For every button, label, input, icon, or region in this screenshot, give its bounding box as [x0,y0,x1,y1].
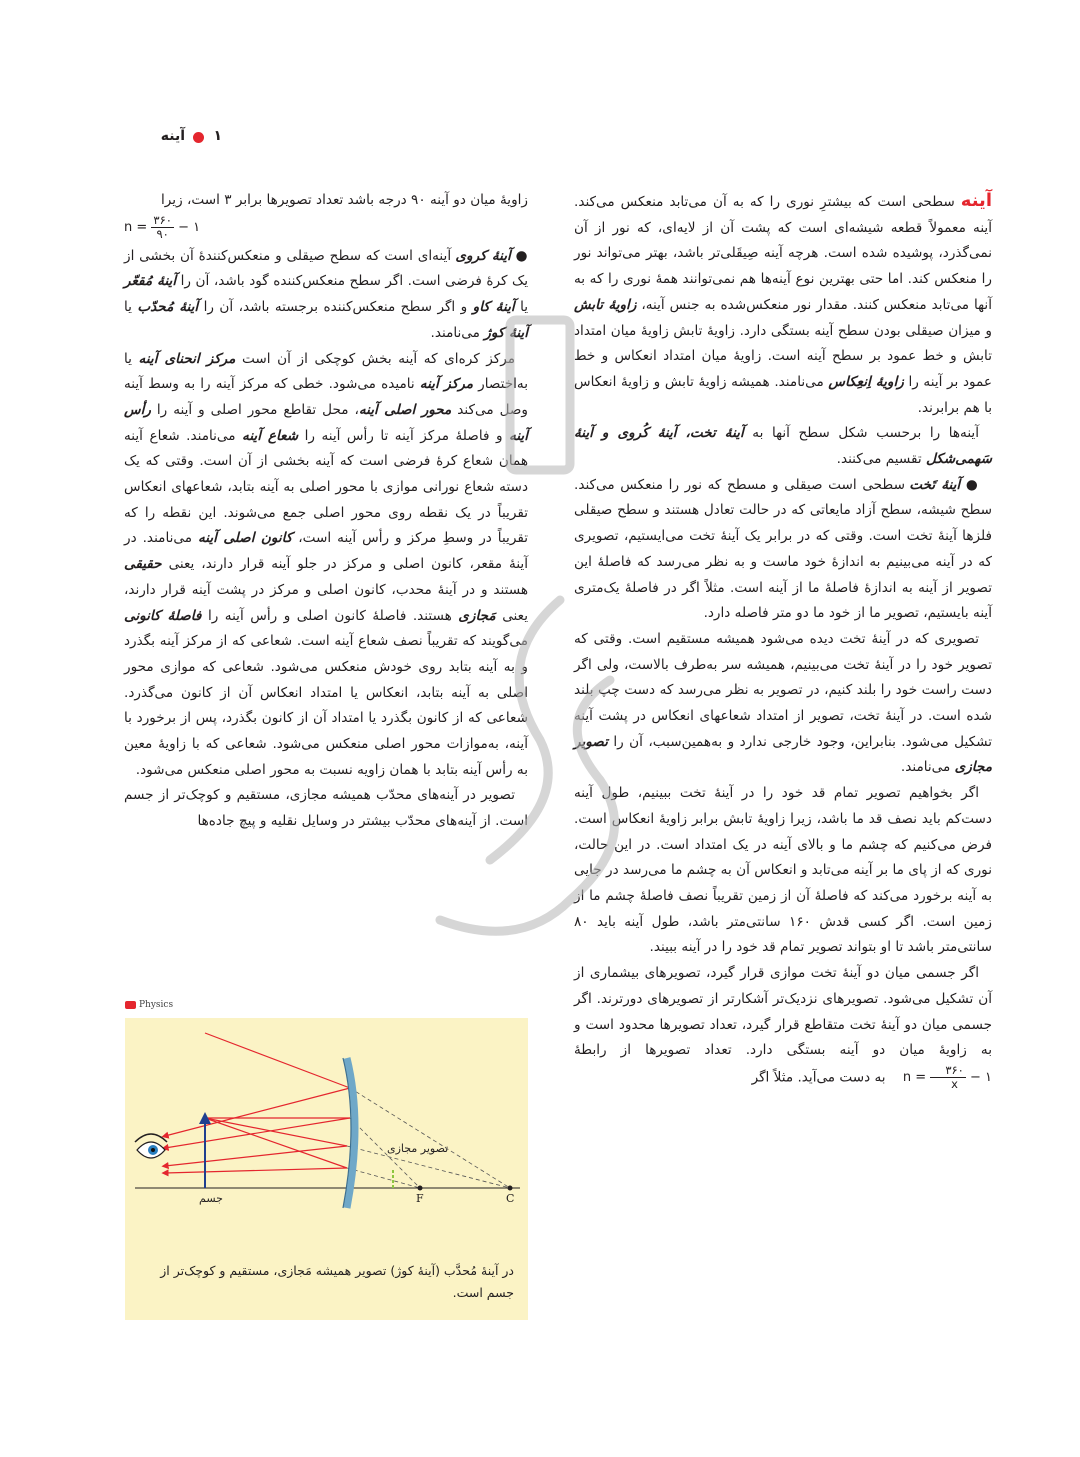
text-span: تصویری که در آینهٔ تخت دیده می‌شود همیشه مستقیم است. وقتی که تصویر خود را در آینهٔ تخت می‌بینیم، همیشه سر به‌طرف بالاست، ولی اگر دست راست خود را بلند کنیم، در تصویر به نظر می‌رسد که دست چپ بلند شده است. در آینهٔ تخت، تصویر از امتداد شعاعهای انعکاس در پشت آینه تشکیل می‌شود. بنابراین، وجود خارجی ندارد و به‌همین‌سبب، آن را [574,630,992,750]
term: آینهٔ مُقعّر [124,273,177,290]
bullet-icon: ● [515,247,528,264]
center-point [508,1186,513,1191]
term: آینهٔ کوژ [484,324,528,341]
text-span: به دست می‌آید. مثلاً اگر [751,1069,890,1086]
reflected-ray [165,1146,347,1166]
left-column [124,188,528,835]
object-label: جسم [199,1192,223,1205]
paragraph-full-height: اگر بخواهیم تصویر تمام قد خود را در آینهٔ تخت ببینیم، طول آینه دست‌کم باید نصف قد ما باشد، زیرا زاویهٔ تابش برابر زاویهٔ انعکاس است. فرض می‌کنیم که چشم ما و بالای آینه در یک امتداد است. در این حالت، نوری که از پای ما بر آینه می‌تابد و انعکاس آن به چشم ما می‌رسد در جایی به آینه برخورد می‌کند که فاصلهٔ آن از زمین تقریباً نصف فاصلهٔ چشم ما از زمین است. اگر کسی قدش ۱۶۰ سانتی‌متر باشد، طول آینه باید ۸۰ سانتی‌متر باشد تا او بتواند تصویر تمام قد خود را در آینه ببیند. [574,785,992,956]
ray-extension [350,1088,510,1188]
term: محور اصلی آینه [358,401,452,418]
text-span: می‌نامند. در آینهٔ مقعر، کانون اصلی و مرکز در جلو آینه قرار دارند، یعنی [124,530,528,573]
term: مرکز انحنای آینه [138,350,236,367]
term: آینهٔ مُحدّب [137,299,199,316]
paragraph-convex-image: تصویر در آینه‌های محدّب همیشه مجازی، مستقیم و کوچک‌تر از جسم است. از آینه‌های محدّب بیشتر در وسایل نقلیه و پیچ جاده‌ها [124,787,528,830]
text-span: ، محل تقاطع محور اصلی و آینه را [150,401,359,418]
text-span: می‌گویند که تقریباً نصف شعاع آینه است. شعاعی که از مرکز آینه بگذرد و به آینه بتابد روی خودش منعکس می‌شود. شعاعی که موازی محور اصلی به آینه بتابد، انعکاس یا امتداد انعکاس آن از کانون می‌گذرد. شعاعی که از کانون بگذرد یا امتداد آن از کانون بگذرد، پس از برخورد با آینه، به‌موازات محور اصلی منعکس می‌شود. شعاعی که با زاویهٔ معین به رأس آینه بتابد با همان زاویه نسبت به محور اصلی منعکس می‌شود. [124,633,528,778]
text-span: سطحی است که بیشترِ نوری را که به آن می‌تابد منعکس می‌کند. آینه معمولاً قطعه شیشه‌ای است که پشت آن از لایه‌ای، که نور از آن نمی‌گذرد، پوشیده شده است. هرچه آینه صِیقَلی‌تر باشد، بهتر می‌تواند نور را منعکس کند. اما حتی بهترین نوع آینه‌ها هم نمی‌توانند همهٔ نوری را که به آنها می‌تابد منعکس کنند. مقدار نور منعکس‌شده به جنس آینه، [574,194,992,313]
term: شعاع آینه [242,427,299,444]
term: رأس آینه [124,401,528,444]
paragraph-mirror-intro [574,188,992,421]
text-span: می‌نامند. همیشه زاویهٔ تابش و زاویهٔ انعکاس با هم برابرند. [574,373,992,416]
term: آینهٔ کاو [472,299,515,316]
term: حقیقی [124,556,162,573]
text-span: می‌نامند. [430,324,485,341]
convex-mirror-figure [125,1018,528,1320]
text-span: آینه‌ها را برحسب شکل سطح آنها به [743,425,979,442]
term: فاصلهٔ کانونی [124,607,202,624]
fraction-numerator: ۳۶۰ [153,212,172,227]
text-span: آینه‌ای است که سطح صیقلی و منعکس‌کنندهٔ آن بخشی از یک کرهٔ فرضی است. اگر سطح منعکس‌کننده گود باشد، آن را [124,247,528,290]
text-span: نامیده می‌شود. خطی که مرکز آینه را به وسط آینه وصل می‌کند [124,376,528,418]
term: مَجازی [458,607,496,624]
text-span: اگر جسمی میان دو آینهٔ تخت موازی قرار گیرد، تصویرهای بیشماری از آن تشکیل می‌شود. تصویرهای نزدیک‌تر آشکارتر از تصویرهای دورترند. اگر جسمی میان دو آینهٔ تخت متقاطع قرار گیرد، تعداد تصویرها محدود است و به زاویهٔ میان دو آینه بستگی دارد. تعداد تصویرها از رابطهٔ [574,965,992,1059]
term: زاویهٔ اِنعِکاس [828,373,904,390]
formula-lhs: n = [124,219,148,235]
formula-tail: − ۱ [178,219,201,235]
term: آینهٔ تَخت [909,476,961,493]
entry-heading: آینه [960,190,992,211]
incident-ray [205,1118,347,1168]
fraction-denominator: ۹۰ [156,226,169,241]
ray-extension [347,1168,420,1188]
formula-n [890,1064,992,1091]
virtual-image-label: تصویر مجازی [387,1142,449,1155]
term: کانون اصلی آینه [197,530,293,547]
text-span: و اگر سطح منعکس‌کننده برجسته باشد، آن را [198,299,473,316]
paragraph-virtual-image [574,627,992,781]
formula-tail: − ۱ [969,1069,992,1085]
text-span: می‌نامند. شعاع آینه همان شعاع کرهٔ فرضی است که آینه بخشی از آن است. وقتی که یک دسته شعاع نورانی موازی با محور اصلی به آینه بتابد، شعاعهای انعکاس تقریباً در یک نقطه روی محور اصلی جمع می‌شوند. این نقطه را که تقریباً در وسطِ مرکز و رأس آینه است، [124,427,529,547]
fraction [151,214,174,241]
fraction [930,1064,966,1091]
figure-source-label [125,1000,173,1010]
paragraph-mirror-types [574,421,992,472]
text-span: هستند و در آینهٔ محدب، کانون اصلی و مرکز در پشت آینه قرار دارند، یعنی [124,581,528,624]
paragraph-two-mirrors [574,961,992,1091]
text-span: سطحی است صیقلی و مسطح که نور را منعکس می‌کند. سطح شیشه، سطح آزاد مایعاتی که در حالت تعادل هستند و سطح صیقلی فلزها آینهٔ تخت است. وقتی که در برابر یک آینهٔ تخت می‌ایستیم، تصویری که در آینه می‌بینیم به اندازهٔ خود ماست و به نظر می‌رسد که فاصلهٔ این تصویر از آینه به اندازهٔ فاصلهٔ ما از آینه است. مثلاً اگر در فاصلهٔ یک‌متری آینه بایستیم، تصویر ما از خود ما دو متر فاصله دارد. [574,476,992,622]
term: مرکز آینه [419,376,474,393]
incident-ray [205,1033,350,1088]
right-column [574,188,992,1091]
header-dot [193,132,204,143]
focal-label: F [416,1192,424,1205]
formula-lhs: n = [902,1069,927,1085]
figure-caption: در آینهٔ مُحدَّب (آینهٔ کوژ) تصویر همیشه مَجازی، مستقیم و کوچک‌تر از جسم است. [160,1263,514,1300]
reflected-ray [165,1168,347,1173]
paragraph-mirror-center [124,347,528,784]
header-title: آینه [160,128,185,144]
fraction-denominator: x [951,1076,958,1091]
paragraph-continued: زاویهٔ میان دو آینه ۹۰ درجه باشد تعداد تصویرها برابر ۳ است، زیرا [161,192,528,208]
term: زاویهٔ تابش [574,296,637,313]
text-span: یا [124,299,138,316]
text-span: و میزان صیقلی بودن سطح آینه بستگی دارد. زاویهٔ تابش زاویهٔ میان امتداد تابش و خط عمود بر سطح آینه است. زاویهٔ میان امتداد انعکاس و خط عمود بر آینه را [574,322,993,390]
term: آینهٔ تخت، آینهٔ کُروی و آینهٔ سَهمی‌شکل [574,425,992,468]
publisher-logo-icon [125,1001,136,1009]
bullet-icon: ● [965,476,979,493]
fraction-numerator: ۳۶۰ [930,1064,966,1078]
focal-point [418,1186,423,1191]
paragraph-spherical-mirror [124,244,528,347]
paragraph-plane-mirror [574,473,992,627]
formula-line [124,214,528,244]
text-span: یا به‌اختصار [124,350,529,393]
term: تصویر مجازی [574,733,992,776]
text-span: و فاصلهٔ مرکز آینه تا رأس آینه را [298,427,510,444]
page-number: ۱ [213,128,222,144]
text-span: هستند. فاصلهٔ کانون اصلی و رأس آینه را [201,607,459,624]
text-span: تقسیم می‌کنند. [836,451,926,468]
eye-icon [135,1134,167,1158]
text-span: مرکز کره‌ای که آینه بخش کوچکی از آن است [235,350,516,367]
page-header [0,122,1080,152]
center-label: C [506,1192,515,1205]
figure-source-text: Physics [139,1000,174,1010]
reflected-ray [165,1118,350,1148]
term: آینهٔ کروی [455,247,511,264]
text-span: می‌نامند. [900,759,955,776]
formula-n-example [124,214,200,241]
text-span: یا [514,299,528,316]
